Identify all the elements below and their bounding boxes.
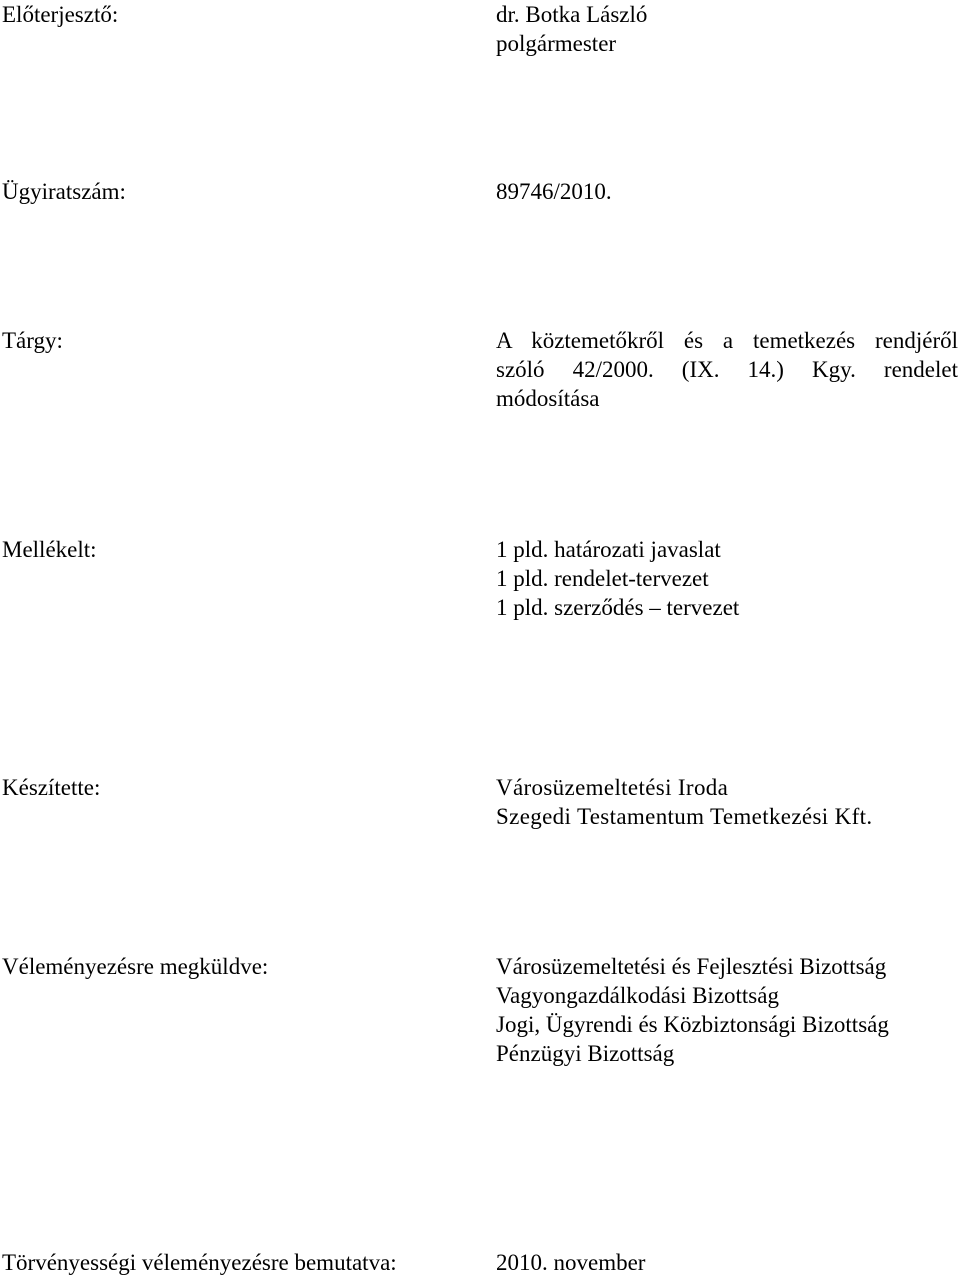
case-number: 89746/2010.	[496, 179, 612, 204]
subject-line-1: A köztemetőkről és a temetkezés rendjéről	[496, 328, 958, 353]
attachments-label: Mellékelt:	[2, 537, 97, 562]
committee-1: Városüzemeltetési és Fejlesztési Bizottság	[496, 954, 887, 979]
legality-review-date: 2010. november	[496, 1250, 646, 1275]
submitter-title: polgármester	[496, 31, 617, 56]
case-number-value	[496, 177, 958, 206]
legality-review-value	[496, 1248, 958, 1277]
attachments-value	[496, 535, 958, 622]
prepared-by-label: Készítette:	[2, 775, 101, 800]
submitter-name: dr. Botka László	[496, 2, 648, 27]
prepared-by-value	[496, 773, 958, 831]
subject-line-2: szóló 42/2000. (IX. 14.) Kgy. rendelet	[496, 357, 958, 382]
committee-4: Pénzügyi Bizottság	[496, 1041, 675, 1066]
attachment-item-3: 1 pld. szerződés – tervezet	[496, 595, 740, 620]
prepared-by-company: Szegedi Testamentum Temetkezési Kft.	[496, 804, 873, 829]
case-number-label: Ügyiratszám:	[2, 179, 126, 204]
subject-label: Tárgy:	[2, 328, 63, 353]
prepared-by-office: Városüzemeltetési Iroda	[496, 775, 729, 800]
committee-2: Vagyongazdálkodási Bizottság	[496, 983, 779, 1008]
attachment-item-1: 1 pld. határozati javaslat	[496, 537, 721, 562]
sent-for-review-label: Véleményezésre megküldve:	[2, 954, 269, 979]
subject-value	[496, 326, 958, 413]
legality-review-label: Törvényességi véleményezésre bemutatva:	[2, 1250, 397, 1275]
submitter-label: Előterjesztő:	[2, 2, 119, 27]
attachment-item-2: 1 pld. rendelet-tervezet	[496, 566, 709, 591]
sent-for-review-value	[496, 952, 958, 1068]
committee-3: Jogi, Ügyrendi és Közbiztonsági Bizottság	[496, 1012, 889, 1037]
submitter-value	[496, 0, 958, 58]
subject-line-3: módosítása	[496, 386, 600, 411]
